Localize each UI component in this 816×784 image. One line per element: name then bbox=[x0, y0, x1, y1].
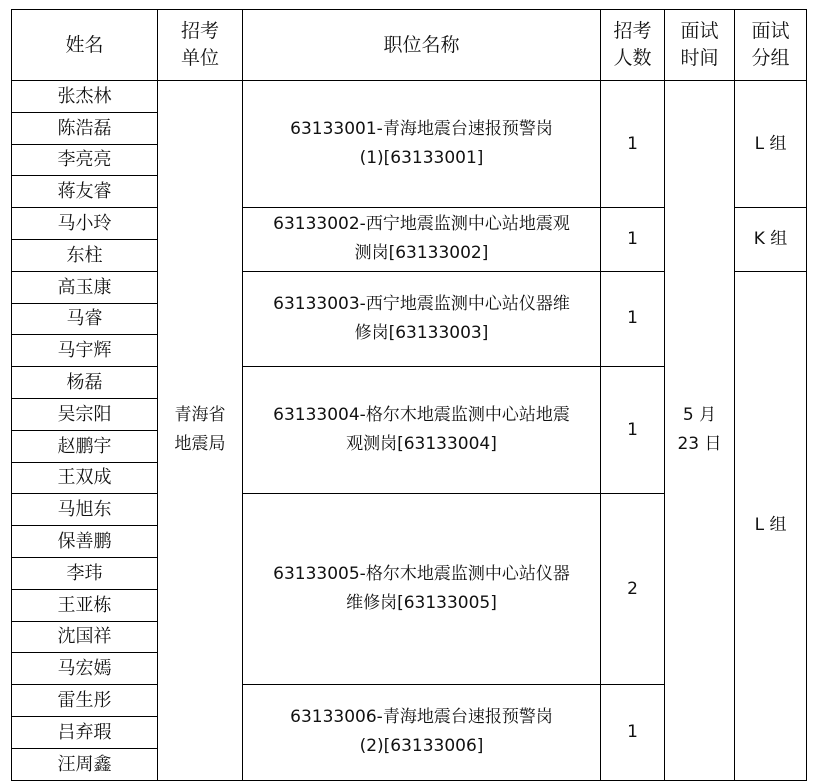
interview-group: L 组 bbox=[735, 271, 807, 780]
header-count: 招考 人数 bbox=[601, 10, 665, 81]
position-count: 1 bbox=[601, 685, 665, 780]
candidate-name: 东柱 bbox=[12, 239, 158, 271]
candidate-name: 李玮 bbox=[12, 557, 158, 589]
position-name: 63133006-青海地震台速报预警岗 (2)[63133006] bbox=[243, 685, 601, 780]
header-position: 职位名称 bbox=[243, 10, 601, 81]
header-time: 面试 时间 bbox=[665, 10, 735, 81]
candidate-name: 沈国祥 bbox=[12, 621, 158, 653]
candidate-name: 保善鹏 bbox=[12, 526, 158, 558]
position-name: 63133002-西宁地震监测中心站地震观 测岗[63133002] bbox=[243, 208, 601, 272]
position-count: 1 bbox=[601, 81, 665, 208]
header-row bbox=[12, 10, 807, 81]
position-name: 63133005-格尔木地震监测中心站仪器 维修岗[63133005] bbox=[243, 494, 601, 685]
candidate-name: 汪周鑫 bbox=[12, 748, 158, 780]
position-count: 1 bbox=[601, 367, 665, 494]
candidate-name: 张杰林 bbox=[12, 81, 158, 113]
header-unit: 招考 单位 bbox=[158, 10, 243, 81]
candidate-name: 陈浩磊 bbox=[12, 112, 158, 144]
header-group: 面试 分组 bbox=[735, 10, 807, 81]
position-count: 2 bbox=[601, 494, 665, 685]
position-name: 63133001-青海地震台速报预警岗 (1)[63133001] bbox=[243, 81, 601, 208]
interview-group: K 组 bbox=[735, 208, 807, 272]
candidate-name: 高玉康 bbox=[12, 271, 158, 303]
header-name: 姓名 bbox=[12, 10, 158, 81]
candidate-name: 赵鹏宇 bbox=[12, 430, 158, 462]
interview-schedule-table bbox=[11, 9, 807, 781]
candidate-name: 王双成 bbox=[12, 462, 158, 494]
candidate-name: 蒋友睿 bbox=[12, 176, 158, 208]
candidate-name: 马旭东 bbox=[12, 494, 158, 526]
interview-group: L 组 bbox=[735, 81, 807, 208]
table-row bbox=[12, 81, 807, 113]
position-count: 1 bbox=[601, 208, 665, 272]
candidate-name: 马睿 bbox=[12, 303, 158, 335]
position-name: 63133004-格尔木地震监测中心站地震 观测岗[63133004] bbox=[243, 367, 601, 494]
candidate-name: 王亚栋 bbox=[12, 589, 158, 621]
candidate-name: 吕弃瑕 bbox=[12, 716, 158, 748]
candidate-name: 李亮亮 bbox=[12, 144, 158, 176]
candidate-name: 杨磊 bbox=[12, 367, 158, 399]
interview-time: 5 月 23 日 bbox=[665, 81, 735, 781]
candidate-name: 马宇辉 bbox=[12, 335, 158, 367]
position-name: 63133003-西宁地震监测中心站仪器维 修岗[63133003] bbox=[243, 271, 601, 366]
recruiting-unit: 青海省 地震局 bbox=[158, 81, 243, 781]
position-count: 1 bbox=[601, 271, 665, 366]
candidate-name: 吴宗阳 bbox=[12, 398, 158, 430]
candidate-name: 雷生彤 bbox=[12, 685, 158, 717]
candidate-name: 马小玲 bbox=[12, 208, 158, 240]
candidate-name: 马宏嫣 bbox=[12, 653, 158, 685]
